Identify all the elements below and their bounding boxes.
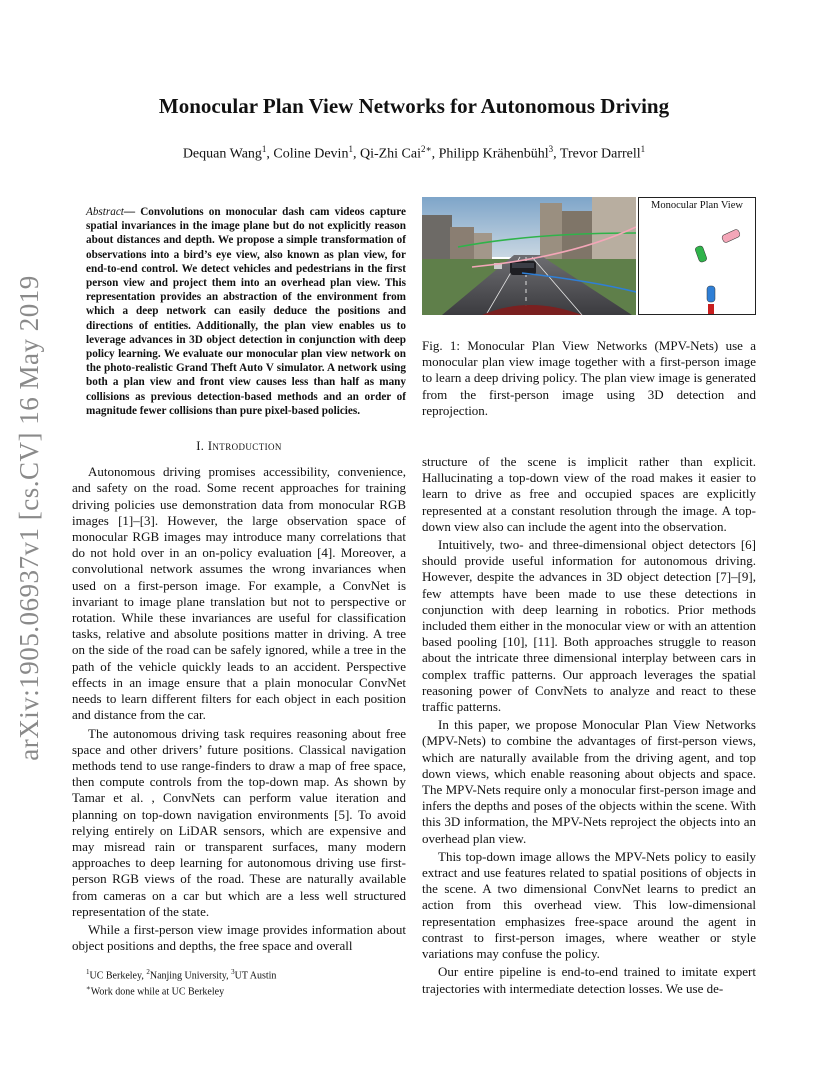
author-affiliation-mark: 2∗: [421, 144, 432, 154]
footnote-text: UT Austin: [234, 970, 277, 982]
left-paragraphs: [72, 464, 406, 954]
footnote-text: Work done while at UC Berkeley: [90, 986, 225, 998]
paragraph: Intuitively, two- and three-dimensional object detectors [6] should provide useful information for autonomous driving. However, despite the advances in 3D object detection [7]–[9], few attempts have been made to use these detections in conjunction with deep learning in robotics. Prior methods included them either in the monocular view or with an attention based pooling [10], [11]. Both approaches struggle to reason about the intricate three dimensional interplay between cars in complex traffic patterns. Our approach leverages the spatial reasoning power of ConvNets to analyze and react to these traffic patterns.: [422, 537, 756, 715]
abstract-text: Convolutions on monocular dash cam videos capture spatial invariances in the image plane but do not explicitly reason about distances and depth. We propose a simple transformation of observations into a bird’s eye view, also known as plan view, for end-to-end control. We detect vehicles and pedestrians in the first person view and project them into an overhead plan view. This representation provides an abstraction of the environment from which a deep network can easily deduce the positions and directions of entities. Additionally, the plan view enables us to leverage advances in 3D object detection in conjunction with deep policy learning. We evaluate our monocular plan view network on the photo-realistic Grand Theft Auto V simulator. A network using both a plan view and front view causes less than half as many collisions as previous detection-based methods and an order of magnitude fewer collisions than pure pixel-based policies.: [86, 206, 406, 417]
author: Coline Devin: [273, 146, 349, 162]
author: Qi-Zhi Cai: [359, 146, 421, 162]
paragraph: The autonomous driving task requires reasoning about free space and other drivers’ future positions. Classical navigation methods tend to use range-finders to draw a map of free space, then compute controls from the top-down map. As shown by Tamar et al. , ConvNets can perform value iteration and planning on top-down navigation environments [5]. To avoid relying entirely on LiDAR sensors, which are expensive and may misread rain or transparent surfaces, many modern approaches to deep learning for autonomous driving use first-person RGB views of the road. These are naturally available from cameras on a car but which are a less well structured representation of the state.: [72, 725, 406, 919]
figure-caption: Fig. 1: Monocular Plan View Networks (MPV-Nets) use a monocular plan view image together with a first-person image to learn a deep driving policy. The plan view image is generated from the first-person image using 3D detection and reprojection.: [422, 338, 756, 418]
paragraph: In this paper, we propose Monocular Plan View Networks (MPV-Nets) to combine the advantages of first-person views, which are naturally available from the driving agent, and top down views, which enable reasoning about objects and space. The MPV-Nets require only a monocular first-person image and infers the depths and poses of the objects within the scene. With this 3D information, the MPV-Nets reproject the objects into an overhead plan view.: [422, 717, 756, 846]
author-affiliation-mark: 1: [640, 144, 646, 154]
paragraph: Our entire pipeline is end-to-end trained to imitate expert trajectories with intermediate detection losses. We use de-: [422, 964, 756, 996]
right-column: [422, 454, 756, 997]
section-number: I.: [196, 439, 208, 454]
abstract-lead: Abstract: [86, 206, 124, 218]
footnote-mark: ∗: [86, 984, 91, 993]
author-list: Dequan Wang$^1$, Coline Devin$^1$, Qi-Zhi Cai$^{2∗}$, Philipp Krähenbühl$^3$, Trevor Darrell$^1$: [182, 144, 646, 162]
footnote-text: Nanjing University,: [149, 970, 232, 982]
footnotes: [86, 966, 406, 999]
footnote-line: [86, 982, 406, 998]
plan-view-label: Monocular Plan View: [651, 200, 743, 211]
paragraph: structure of the scene is implicit rather than explicit. Hallucinating a top-down view of the road makes it easier to learn to drive as free and occupied spaces are explicitly represented at a constant resolution through the image. A top-down view also can include the agent into the observation.: [422, 454, 756, 534]
paragraph: This top-down image allows the MPV-Nets policy to easily extract and use features related to spatial positions of objects in the scene. A two dimensional ConvNet learns to predict an action from this overhead view. This low-dimensional representation emphasizes free-space around the agent in contrast to first-person images, where weather or style variations may confuse the policy.: [422, 848, 756, 962]
section-heading-introduction: [72, 438, 406, 454]
footnote-line: [86, 966, 406, 982]
abstract-dash: —: [123, 206, 141, 218]
footnote-text: UC Berkeley,: [89, 970, 147, 982]
paragraph: While a first-person view image provides information about object positions and depths, the free space and overall: [72, 921, 406, 954]
figure-1: [422, 197, 756, 315]
author: Philipp Krähenbühl: [438, 146, 549, 162]
arxiv-side-stamp: arXiv:1905.06937v1 [cs.CV] 16 May 2019: [14, 275, 44, 761]
left-column: [72, 205, 406, 954]
author-affiliation-mark: 1: [261, 144, 267, 154]
right-paragraphs: [422, 454, 756, 997]
footnote-mark: 2: [146, 968, 150, 976]
paragraph: Autonomous driving promises accessibility, convenience, and safety on the road. Some recent approaches for training driving policies use demonstration data from monocular RGB images [1]–[3]. However, the large observation space of monocular RGB images may introduce many correlations that do not hold over in an on-policy evaluation [4]. Moreover, a convolutional network assumes the wrong invariances when used on a first-person image. For example, a ConvNet is invariant to image plane translation but not to perspective or rotation. While these invariances are useful for classification tasks, relative and absolute positions matter in driving. A tree on the side of the road can be safely ignored, while a tree in the path of the vehicle quickly leads to an accident. Perspective effects in an image ensure that a plain monocular ConvNet needs to learn different filters for each object in each position and distance from the car.: [72, 464, 406, 723]
abstract: [86, 205, 406, 418]
paper-title: Monocular Plan View Networks for Autonomous Driving: [158, 94, 670, 118]
first-person-image: [422, 197, 636, 315]
author-affiliation-mark: 3: [548, 144, 554, 154]
section-title: Introduction: [207, 439, 282, 454]
author-affiliation-mark: 1: [348, 144, 353, 154]
footnote-mark: 3: [231, 968, 235, 976]
author: Dequan Wang: [182, 146, 262, 162]
plan-view-image: [638, 197, 756, 315]
author: Trevor Darrell: [559, 146, 641, 162]
footnote-mark: 1: [86, 968, 90, 976]
